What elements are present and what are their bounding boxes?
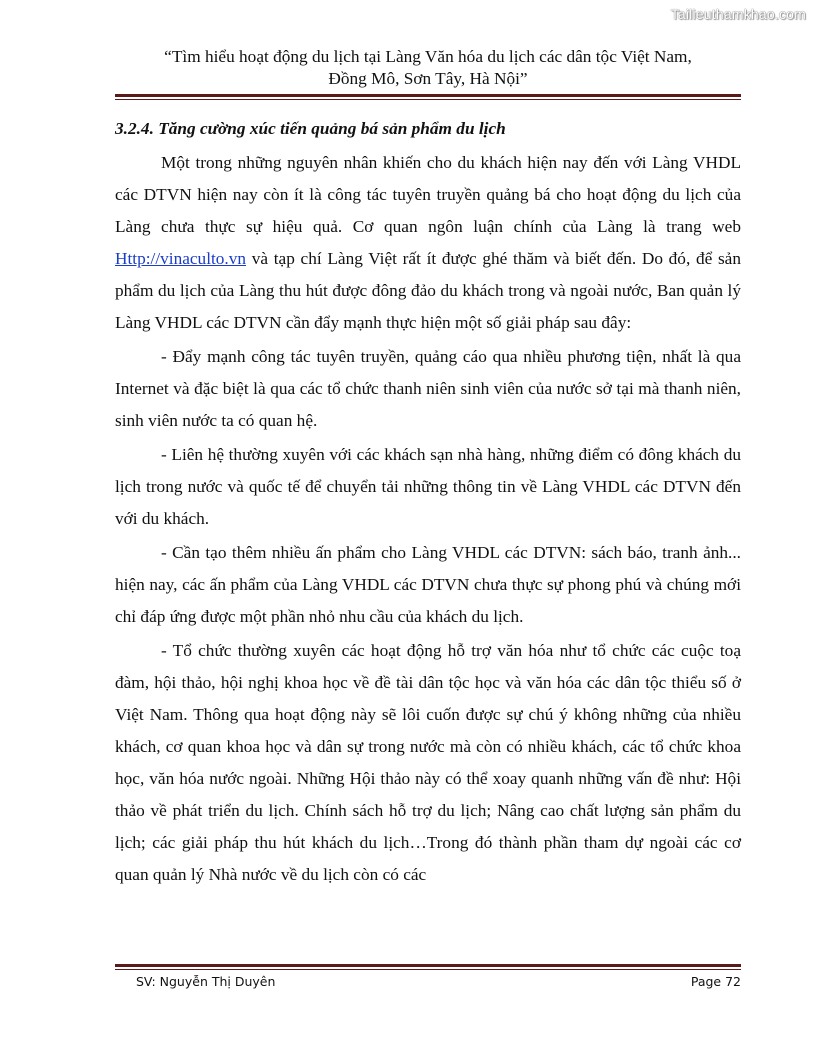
paragraph-1-text-b: và tạp chí Làng Việt rất ít được ghé thăm và biết đến. Do đó, để sản phẩm du lịch của Làng thu hút được đông đảo du khách trong và ngoài nước, Ban quản lý Làng VHDL các DTVN cần đẩy mạnh thực hiện một số giải pháp sau đây: bbox=[115, 249, 741, 332]
paragraph-3: - Liên hệ thường xuyên với các khách sạn nhà hàng, những điểm có đông khách du lịch trong nước và quốc tế để chuyển tải những thông tin về Làng VHDL các DTVN đến với du khách. bbox=[115, 445, 741, 528]
page-number: Page 72 bbox=[690, 974, 741, 989]
header-rule bbox=[115, 94, 741, 100]
paragraph-1-text-a: Một trong những nguyên nhân khiến cho du khách hiện nay đến với Làng VHDL các DTVN hiện nay còn ít là công tác tuyên truyền quảng bá cho hoạt động du lịch của Làng chưa thực sự hiệu quả. Cơ quan ngôn luận chính của Làng là trang web bbox=[115, 153, 741, 236]
paragraph-2: - Đẩy mạnh công tác tuyên truyền, quảng cáo qua nhiều phương tiện, nhất là qua Internet và đặc biệt là qua các tổ chức thanh niên sinh viên của nước sở tại mà thanh niên, sinh viên nước ta có quan hệ. bbox=[115, 347, 741, 430]
paragraph-5: - Tổ chức thường xuyên các hoạt động hỗ trợ văn hóa như tổ chức các cuộc toạ đàm, hội thảo, hội nghị khoa học về đề tài dân tộc học và văn hóa các dân tộc thiểu số ở Việt Nam. Thông qua hoạt động này sẽ lôi cuốn được sự chú ý không những của nhiều khách, cơ quan khoa học và dân sự trong nước mà còn có nhiều khách, các tổ chức khoa học, văn hóa nước ngoài. Những Hội thảo này có thể xoay quanh những vấn đề như: Hội thảo về phát triển du lịch. Chính sách hỗ trợ du lịch; Nâng cao chất lượng sản phẩm du lịch; các giải pháp thu hút khách du lịch…Trong đó thành phần tham dự ngoài các cơ quan quản lý Nhà nước về du lịch còn có các bbox=[115, 641, 741, 884]
paragraph-4: - Cần tạo thêm nhiều ấn phẩm cho Làng VHDL các DTVN: sách báo, tranh ảnh... hiện nay, các ấn phẩm của Làng VHDL các DTVN chưa thực sự phong phú và chúng mới chỉ đáp ứng được một phần nhỏ nhu cầu của khách du lịch. bbox=[115, 543, 741, 626]
paragraph-1 bbox=[115, 147, 741, 339]
page-content bbox=[115, 115, 741, 893]
section-title: 3.2.4. Tăng cường xúc tiến quảng bá sản phẩm du lịch bbox=[115, 119, 506, 138]
watermark: Tailieuthamkhao.com bbox=[670, 6, 806, 22]
website-link[interactable]: Http://vinaculto.vn bbox=[115, 249, 247, 268]
document-header bbox=[115, 46, 741, 90]
page-footer bbox=[136, 974, 741, 989]
footer-author: SV: Nguyễn Thị Duyên bbox=[136, 974, 276, 989]
footer-rule bbox=[115, 964, 741, 970]
header-line-1: “Tìm hiểu hoạt động du lịch tại Làng Văn hóa du lịch các dân tộc Việt Nam, bbox=[164, 47, 692, 66]
header-line-2: Đồng Mô, Sơn Tây, Hà Nội” bbox=[328, 69, 528, 88]
